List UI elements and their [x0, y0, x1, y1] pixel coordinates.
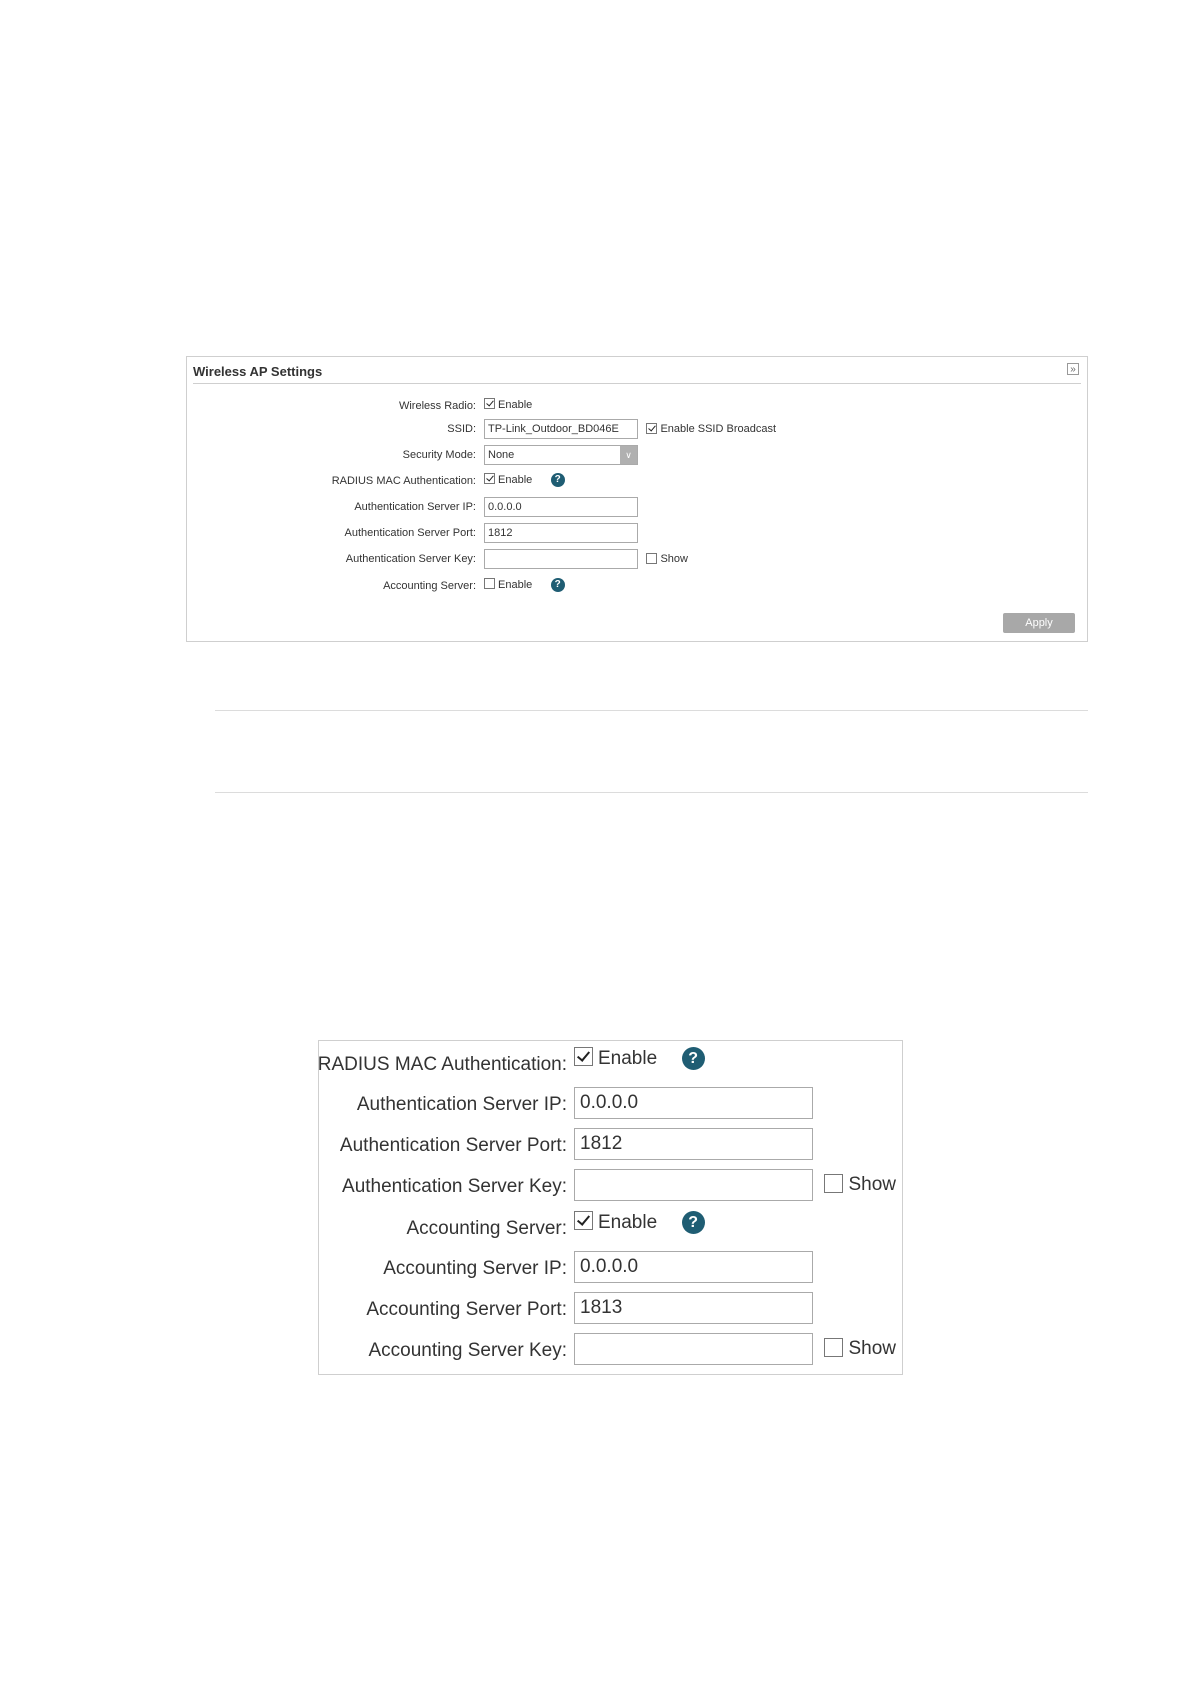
acct-server-key-show-checkbox[interactable] — [824, 1338, 843, 1357]
apply-button[interactable]: Apply — [1003, 613, 1075, 633]
help-icon[interactable]: ? — [682, 1211, 705, 1234]
auth-server-ip-label: Authentication Server IP: — [354, 501, 476, 513]
ssid-label: SSID: — [447, 423, 476, 435]
chevron-down-icon[interactable]: ∨ — [620, 446, 637, 464]
auth-server-ip-label: Authentication Server IP: — [356, 1094, 567, 1115]
auth-server-port-row — [319, 1128, 902, 1162]
security-mode-select[interactable] — [484, 445, 638, 465]
auth-server-key-row — [319, 1169, 902, 1203]
acct-server-key-input[interactable] — [574, 1333, 813, 1365]
ssid-broadcast-checkbox[interactable] — [646, 423, 657, 434]
auth-server-port-input[interactable]: 1812 — [574, 1128, 813, 1160]
acct-server-port-label: Accounting Server Port: — [366, 1299, 567, 1320]
ssid-input[interactable]: TP-Link_Outdoor_BD046E — [484, 419, 638, 439]
acct-server-key-label: Accounting Server Key: — [368, 1340, 567, 1361]
help-icon[interactable]: ? — [551, 578, 565, 592]
auth-server-port-row — [187, 523, 1087, 545]
auth-server-key-show-checkbox[interactable] — [646, 553, 657, 564]
wireless-ap-settings-panel — [186, 356, 1088, 642]
radius-mac-label: RADIUS MAC Authentication: — [331, 475, 476, 487]
auth-server-key-label: Authentication Server Key: — [342, 1176, 567, 1197]
panel-title: Wireless AP Settings — [193, 364, 323, 379]
wireless-radio-checkbox[interactable] — [484, 398, 495, 409]
collapse-icon[interactable]: » — [1067, 363, 1079, 375]
ssid-broadcast-label: Enable SSID Broadcast — [660, 423, 777, 435]
wireless-radio-row — [187, 396, 1087, 418]
accounting-server-enable-label: Enable — [598, 1211, 658, 1233]
auth-server-port-label: Authentication Server Port: — [339, 1135, 567, 1156]
wireless-radio-label: Wireless Radio: — [398, 400, 476, 412]
auth-server-key-show-checkbox[interactable] — [824, 1174, 843, 1193]
auth-server-key-show-label: Show — [660, 553, 688, 565]
radius-mac-checkbox[interactable] — [484, 473, 495, 484]
acct-server-key-row — [319, 1333, 902, 1367]
radius-settings-panel — [318, 1040, 903, 1375]
help-icon[interactable]: ? — [682, 1047, 705, 1070]
accounting-server-label: Accounting Server: — [406, 1218, 567, 1239]
accounting-server-row — [187, 576, 1087, 598]
radius-mac-label: RADIUS MAC Authentication: — [317, 1054, 567, 1075]
divider-line — [215, 792, 1088, 793]
auth-server-ip-row — [319, 1087, 902, 1121]
accounting-server-label: Accounting Server: — [383, 580, 476, 592]
accounting-server-checkbox[interactable] — [574, 1211, 593, 1230]
acct-server-key-show-label: Show — [848, 1338, 896, 1359]
security-mode-row — [187, 445, 1087, 467]
acct-server-ip-row — [319, 1251, 902, 1285]
auth-server-port-input[interactable]: 1812 — [484, 523, 638, 543]
wireless-radio-enable-label: Enable — [498, 398, 533, 411]
auth-server-key-show-label: Show — [848, 1174, 896, 1195]
accounting-server-row — [319, 1211, 902, 1245]
auth-server-ip-row — [187, 497, 1087, 519]
radius-mac-checkbox[interactable] — [574, 1047, 593, 1066]
auth-server-key-input[interactable] — [574, 1169, 813, 1201]
acct-server-port-row — [319, 1292, 902, 1326]
radius-mac-enable-label: Enable — [598, 1047, 658, 1069]
radius-mac-enable-label: Enable — [498, 473, 533, 486]
security-mode-label: Security Mode: — [402, 449, 476, 461]
ssid-row — [187, 419, 1087, 441]
accounting-server-enable-label: Enable — [498, 578, 533, 591]
security-mode-value: None — [488, 449, 515, 461]
acct-server-ip-label: Accounting Server IP: — [383, 1258, 567, 1279]
panel-divider — [193, 383, 1081, 384]
acct-server-ip-input[interactable]: 0.0.0.0 — [574, 1251, 813, 1283]
radius-mac-row — [319, 1047, 902, 1081]
divider-line — [215, 710, 1088, 711]
auth-server-key-label: Authentication Server Key: — [345, 553, 476, 565]
radius-mac-row — [187, 471, 1087, 493]
auth-server-ip-input[interactable]: 0.0.0.0 — [484, 497, 638, 517]
auth-server-ip-input[interactable]: 0.0.0.0 — [574, 1087, 813, 1119]
auth-server-key-input[interactable] — [484, 549, 638, 569]
auth-server-port-label: Authentication Server Port: — [344, 527, 476, 539]
accounting-server-checkbox[interactable] — [484, 578, 495, 589]
acct-server-port-input[interactable]: 1813 — [574, 1292, 813, 1324]
help-icon[interactable]: ? — [551, 473, 565, 487]
auth-server-key-row — [187, 549, 1087, 571]
